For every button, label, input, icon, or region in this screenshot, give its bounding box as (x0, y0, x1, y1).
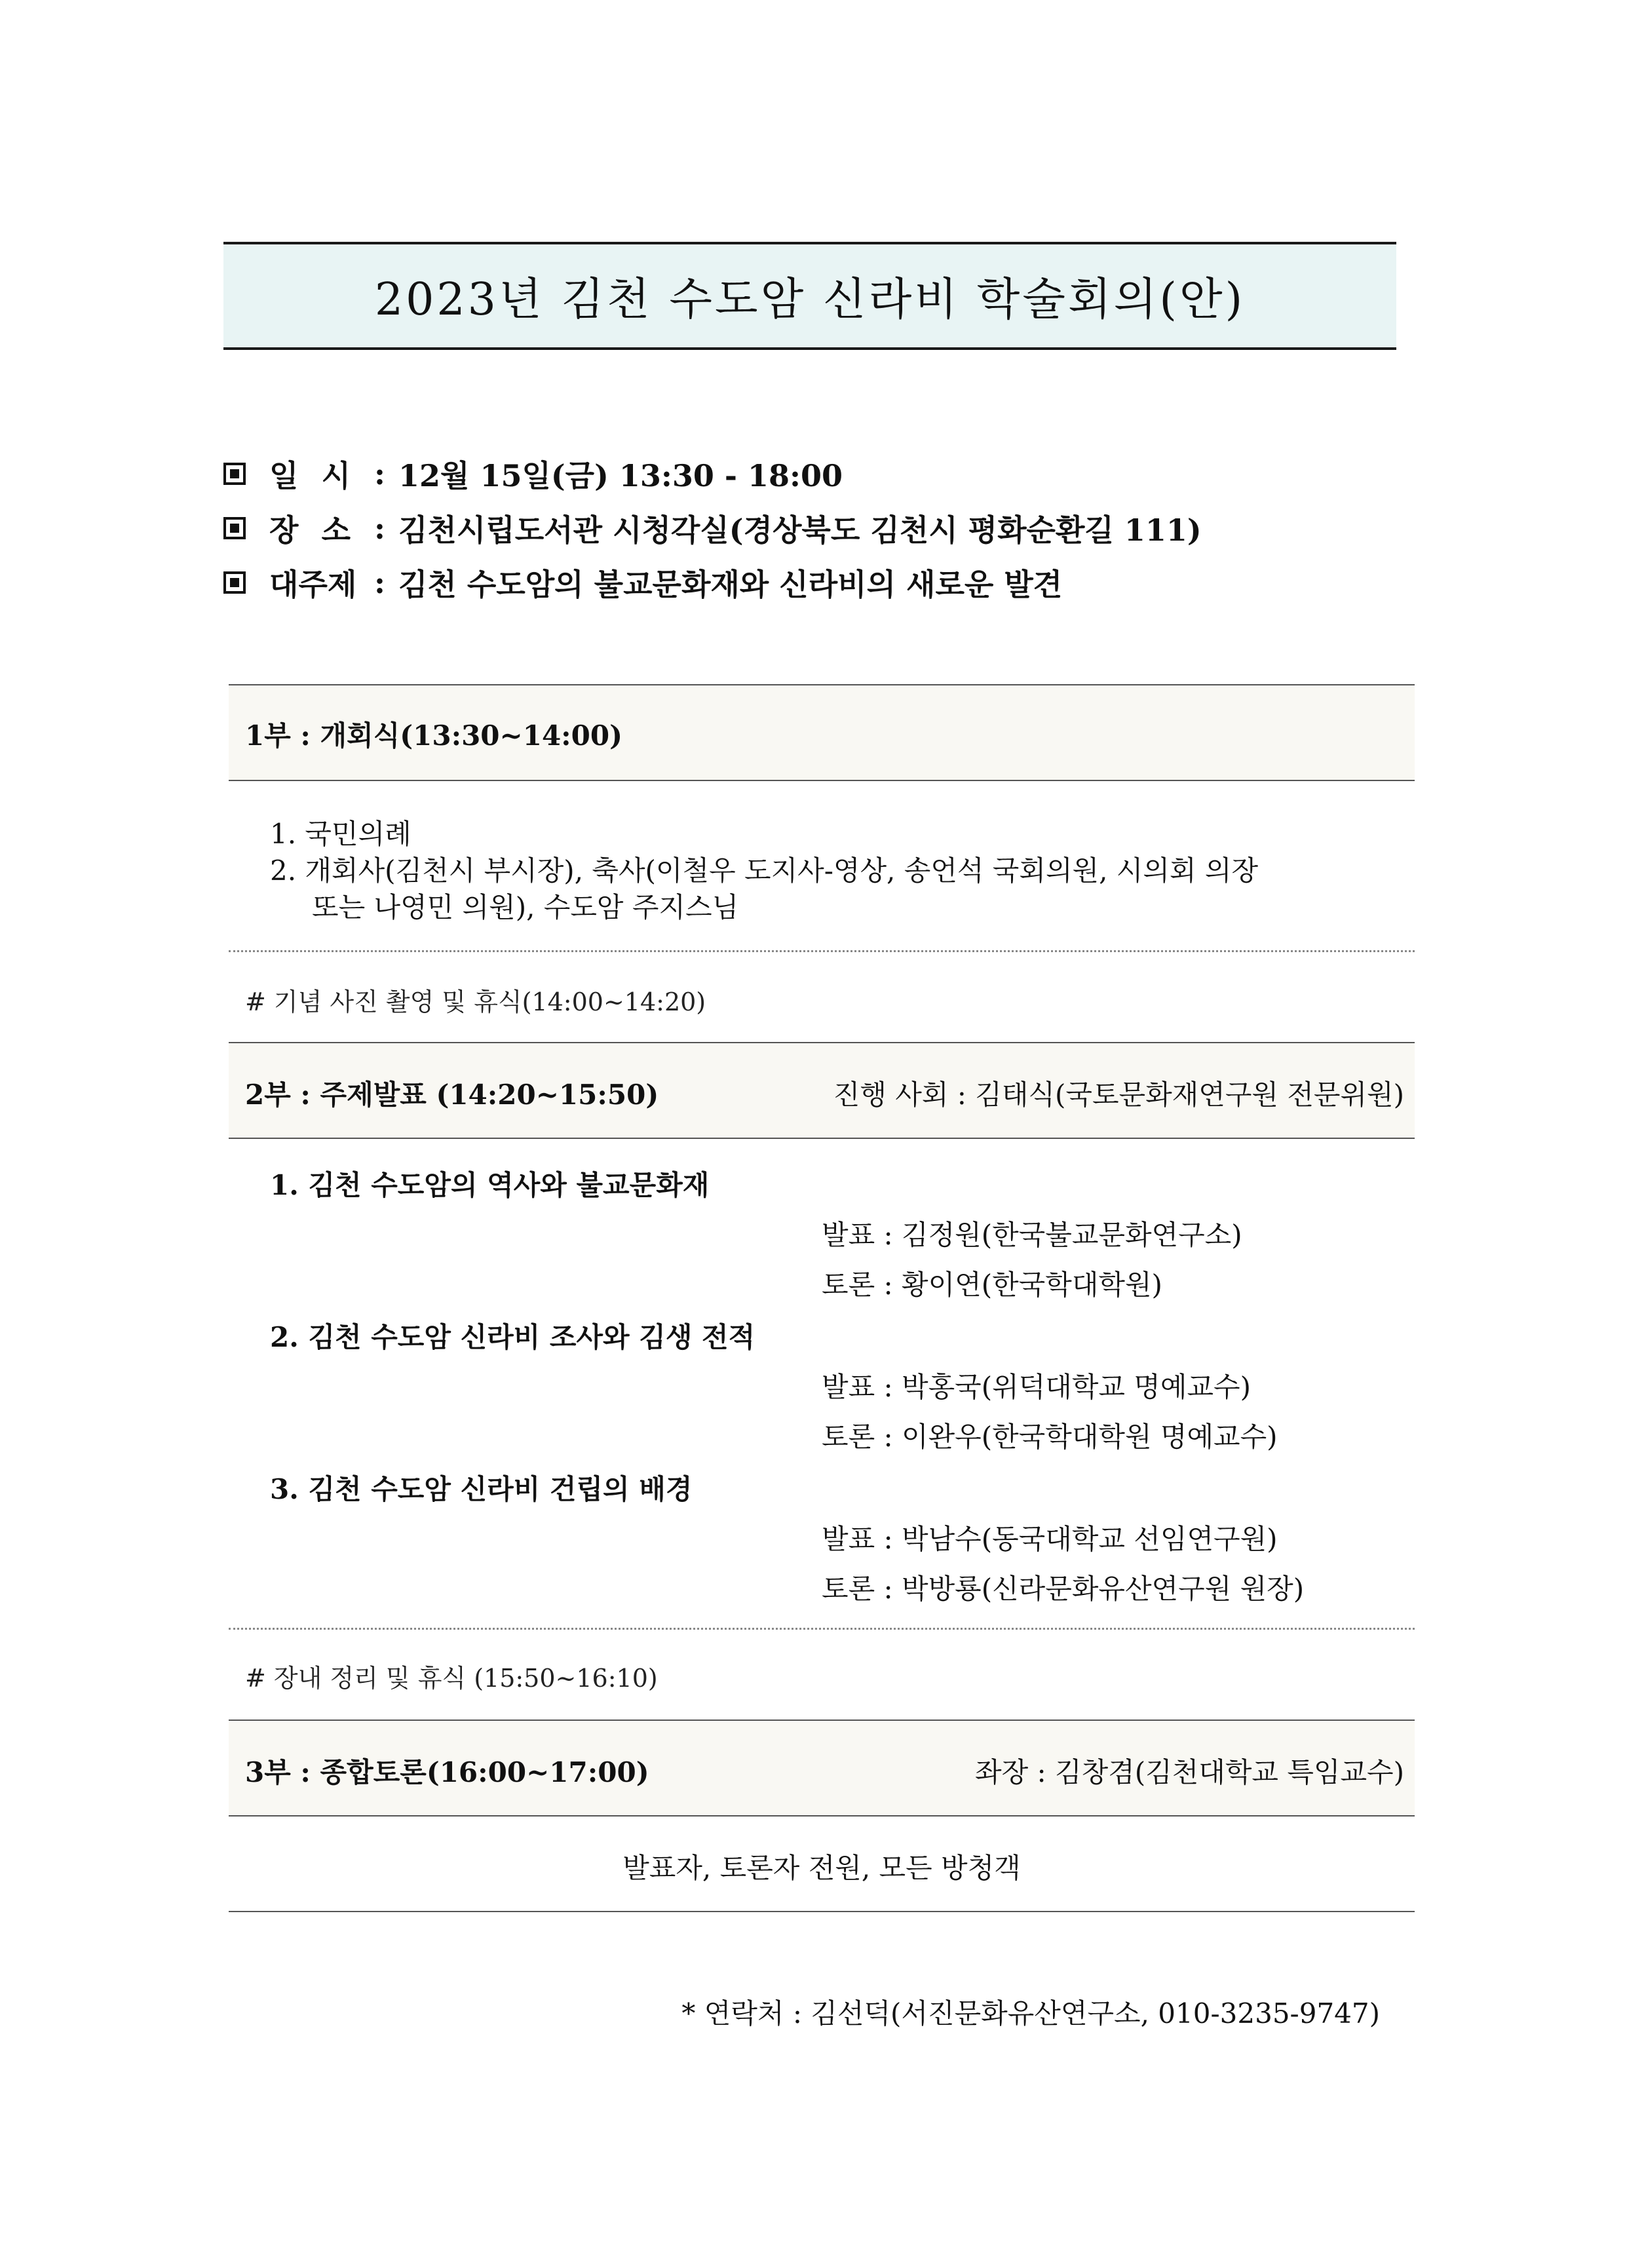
page-title: 2023년 김천 수도암 신라비 학술회의(안) (374, 274, 1246, 326)
info-date-label: 일 시 (269, 458, 351, 493)
topic-1-title: 1. 김천 수도암의 역사와 불교문화재 (270, 1169, 710, 1201)
info-colon: : (374, 565, 385, 600)
topic-2-discussant: 토론 : 이완우(한국학대학원 명예교수) (822, 1421, 1278, 1453)
info-theme-label: 대 주 제 (269, 567, 357, 602)
dotted-divider (229, 950, 1415, 952)
part2-moderator: 진행 사회 : 김태식(국토문화재연구원 전문위원) (833, 1079, 1404, 1111)
topic-3-discussant: 토론 : 박방룡(신라문화유산연구원 원장) (822, 1573, 1305, 1605)
checkbox-square-icon (223, 517, 246, 539)
break-note-1: # 기념 사진 촬영 및 휴식(14:00~14:20) (245, 988, 706, 1016)
part3-chair: 좌장 : 김창겸(김천대학교 특임교수) (975, 1756, 1404, 1788)
info-date-value: 12월 15일(금) 13:30 - 18:00 (398, 458, 843, 493)
topic-2-presenter: 발표 : 박홍국(위덕대학교 명예교수) (822, 1371, 1251, 1403)
topic-2-title: 2. 김천 수도암 신라비 조사와 김생 전적 (270, 1321, 755, 1353)
divider (229, 1815, 1415, 1816)
info-date (223, 452, 1403, 495)
info-theme (223, 561, 1403, 604)
info-colon: : (374, 456, 385, 491)
topic-1-presenter: 발표 : 김정원(한국불교문화연구소) (822, 1219, 1242, 1251)
topic-1-discussant: 토론 : 황이연(한국학대학원) (822, 1269, 1162, 1301)
part3-heading: 3부 : 종합토론(16:00~17:00) (245, 1756, 649, 1788)
dotted-divider (229, 1628, 1415, 1630)
divider (229, 684, 1415, 685)
info-place (223, 507, 1403, 550)
part1-item-2: 2. 개회사(김천시 부시장), 축사(이철우 도지사-영상, 송언석 국회의원, 시의회 의장 (270, 855, 1259, 887)
topic-3-title: 3. 김천 수도암 신라비 건립의 배경 (270, 1473, 693, 1505)
part1-heading: 1부 : 개회식(13:30~14:00) (245, 720, 622, 752)
part3-participants: 발표자, 토론자 전원, 모든 방청객 (622, 1852, 1021, 1884)
checkbox-square-icon (223, 463, 246, 485)
info-place-value: 김천시립도서관 시청각실(경상북도 김천시 평화순환길 111) (398, 512, 1202, 548)
divider (229, 1911, 1415, 1912)
info-theme-value: 김천 수도암의 불교문화재와 신라비의 새로운 발견 (398, 567, 1063, 602)
part1-item-2-cont: 또는 나영민 의원), 수도암 주지스님 (312, 891, 739, 923)
info-colon: : (374, 510, 385, 546)
divider (229, 1042, 1415, 1043)
divider (229, 780, 1415, 781)
break-note-2: # 장내 정리 및 휴식 (15:50~16:10) (245, 1664, 658, 1693)
part1-item-1: 1. 국민의례 (270, 818, 411, 850)
topic-3-presenter: 발표 : 박남수(동국대학교 선임연구원) (822, 1523, 1278, 1555)
title-box (223, 242, 1396, 350)
contact-info: * 연락처 : 김선덕(서진문화유산연구소, 010-3235-9747) (681, 1997, 1380, 2029)
divider (229, 1138, 1415, 1139)
divider (229, 1720, 1415, 1721)
part2-heading: 2부 : 주제발표 (14:20~15:50) (245, 1079, 659, 1111)
info-place-label: 장 소 (269, 512, 351, 548)
checkbox-square-icon (223, 571, 246, 594)
